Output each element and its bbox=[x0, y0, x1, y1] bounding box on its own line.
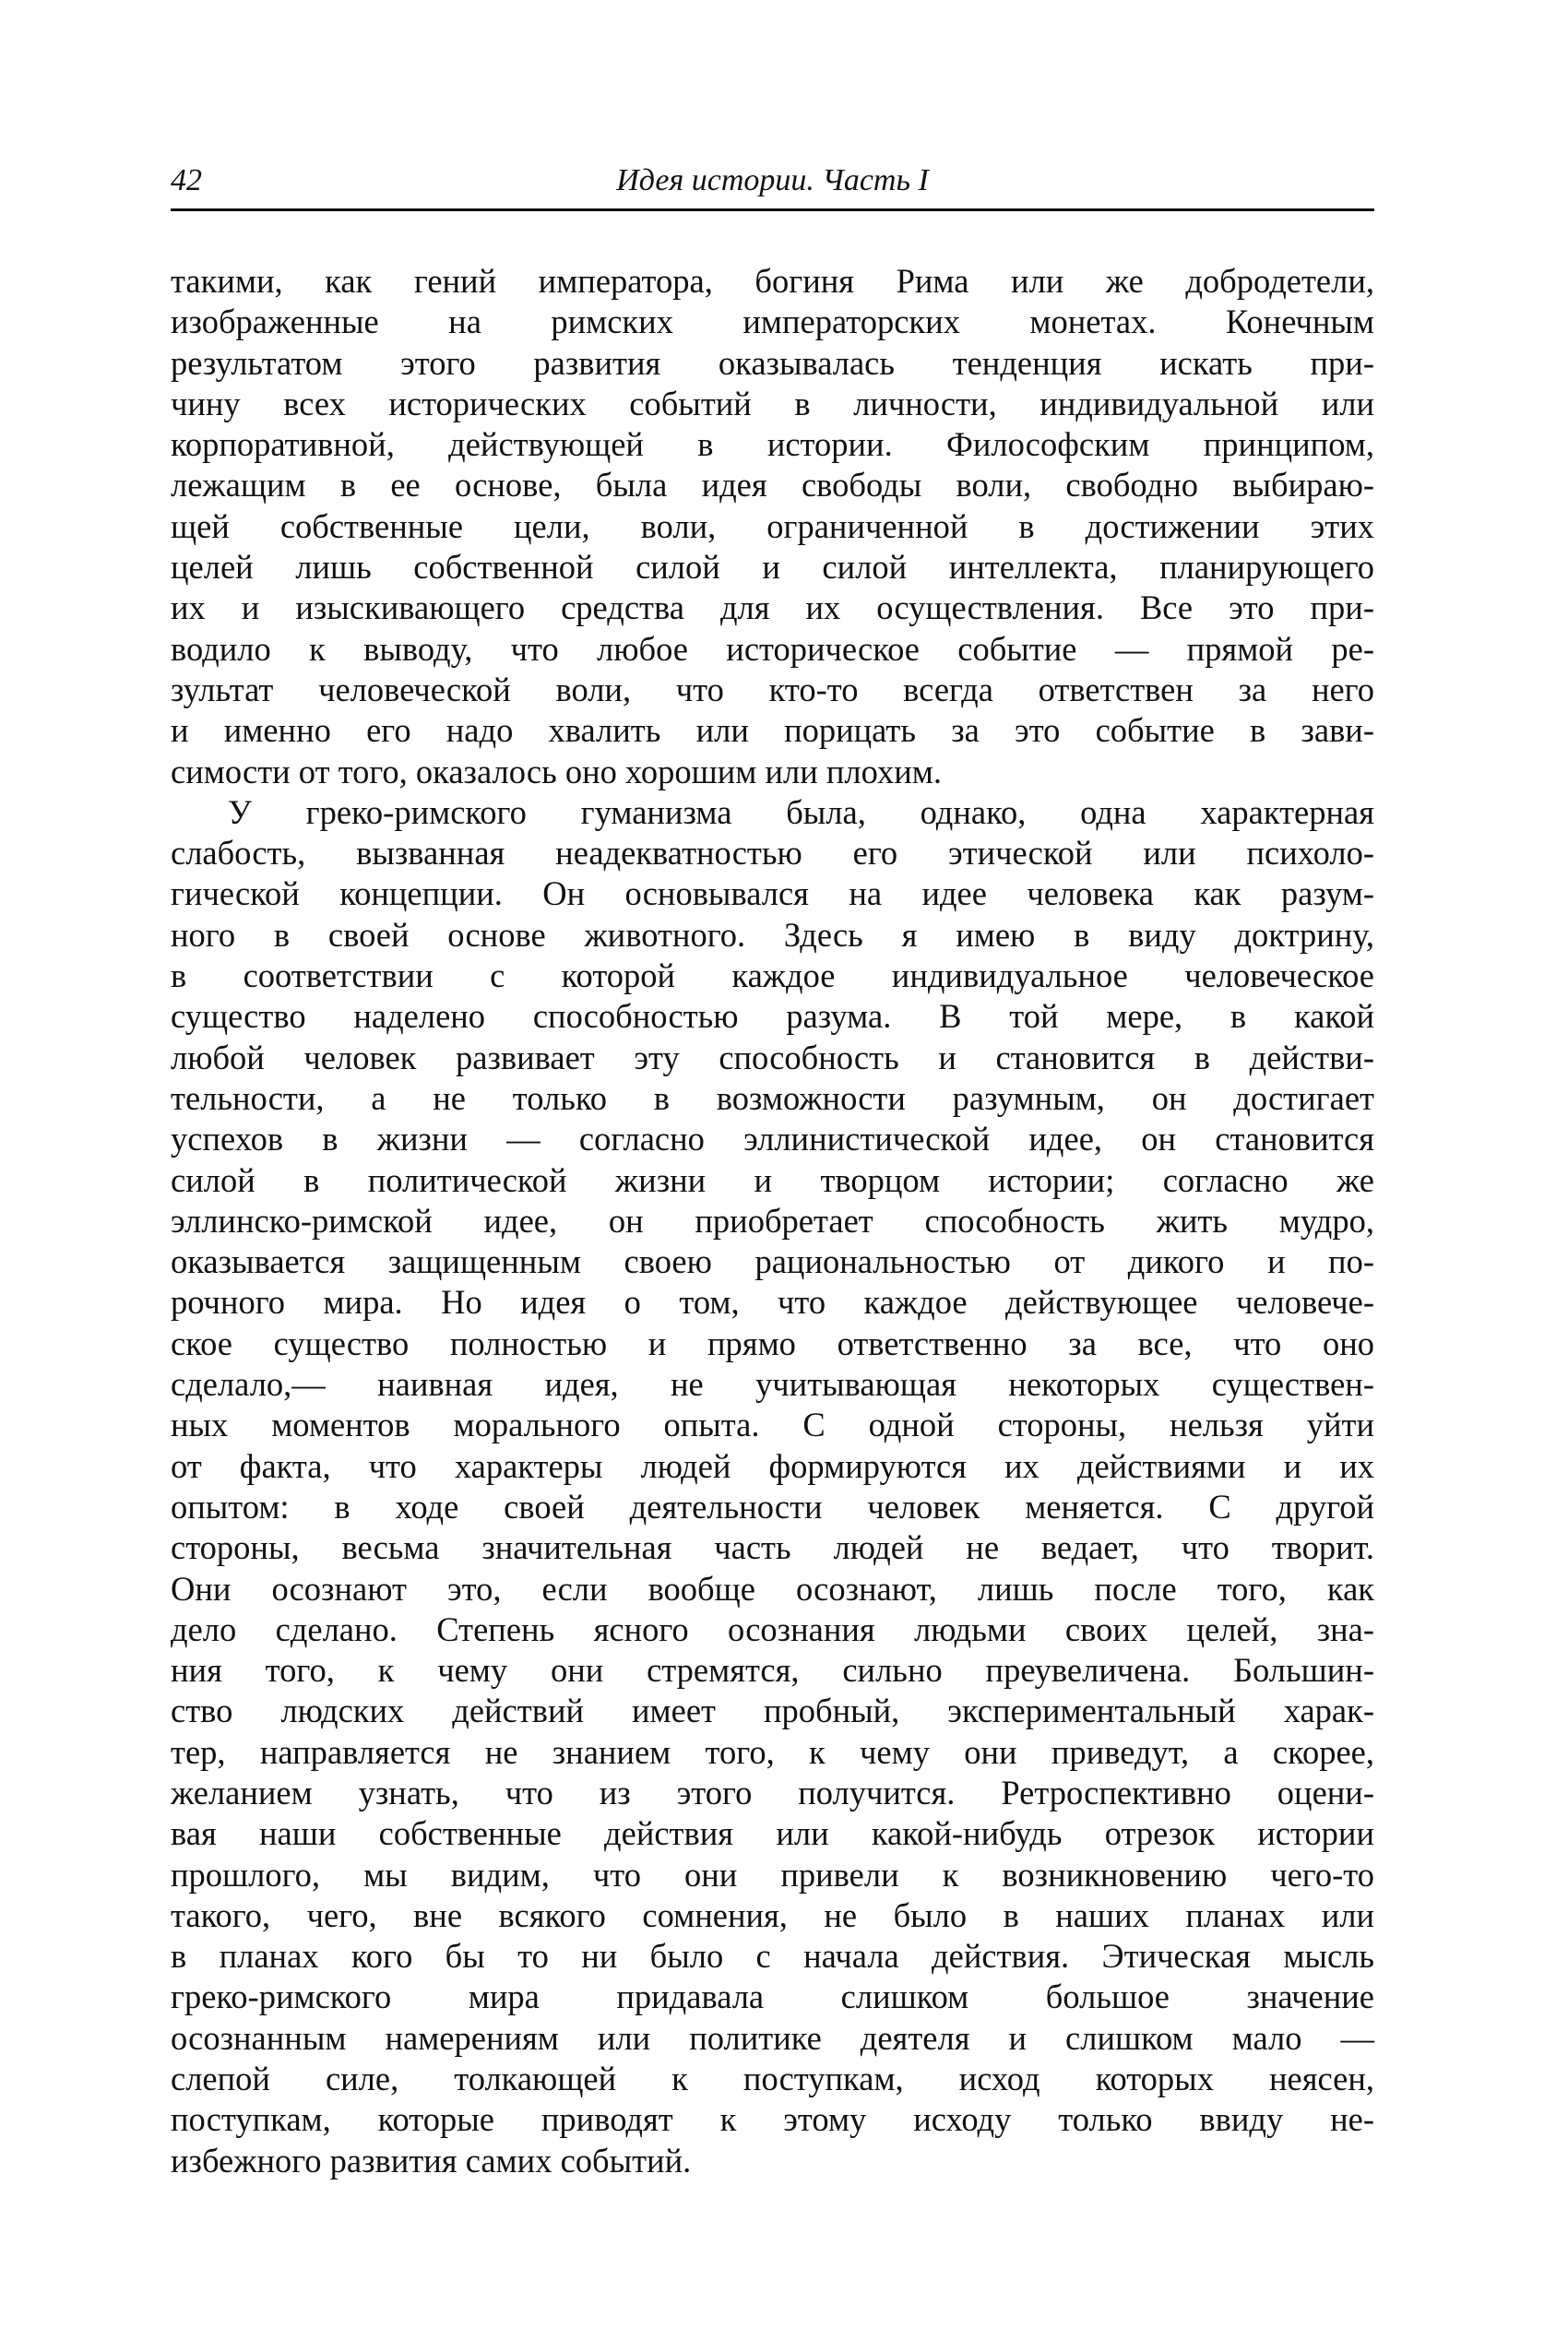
text-line: тельности, а не только в возможности разумным, он достигает bbox=[171, 1078, 1374, 1117]
text-line: щей собственные цели, воли, ограниченной в достижении этих bbox=[171, 506, 1374, 545]
text-line: любой человек развивает эту способность и становится в действи- bbox=[171, 1038, 1374, 1076]
text-line: водило к выводу, что любое историческое событие — прямой ре- bbox=[171, 629, 1374, 668]
text-line: вая наши собственные действия или какой-нибудь отрезок истории bbox=[171, 1814, 1374, 1853]
text-line: их и изыскивающего средства для их осуществления. Все это при- bbox=[171, 588, 1374, 627]
text-line: ское существо полностью и прямо ответственно за все, что оно bbox=[171, 1324, 1374, 1362]
paragraph bbox=[171, 261, 1374, 792]
text-line: ния того, к чему они стремятся, сильно преувеличена. Большин- bbox=[171, 1651, 1374, 1690]
text-line: чину всех исторических событий в личности, индивидуальной или bbox=[171, 384, 1374, 422]
text-line: успехов в жизни — согласно эллинистической идее, он становится bbox=[171, 1120, 1374, 1158]
paragraph bbox=[171, 792, 1374, 2181]
text-line: такого, чего, вне всякого сомнения, не было в наших планах или bbox=[171, 1895, 1374, 1934]
text-line: ного в своей основе животного. Здесь я имею в виду доктрину, bbox=[171, 915, 1374, 954]
text-line: зультат человеческой воли, что кто-то всегда ответствен за него bbox=[171, 670, 1374, 708]
text-line: ных моментов морального опыта. С одной стороны, нельзя уйти bbox=[171, 1406, 1374, 1444]
text-line: прошлого, мы видим, что они привели к возникновению чего-то bbox=[171, 1855, 1374, 1894]
running-title: Идея истории. Часть I bbox=[616, 163, 929, 197]
text-line: дело сделано. Степень ясного осознания людьми своих целей, зна- bbox=[171, 1610, 1374, 1648]
text-line: избежного развития самих событий. bbox=[171, 2141, 692, 2180]
text-line: Они осознают это, если вообще осознают, лишь после того, как bbox=[171, 1569, 1374, 1608]
text-line: поступкам, которые приводят к этому исходу только ввиду не- bbox=[171, 2100, 1374, 2139]
text-line: опытом: в ходе своей деятельности человек меняется. С другой bbox=[171, 1487, 1374, 1526]
text-line: от факта, что характеры людей формируются их действиями и их bbox=[171, 1446, 1374, 1485]
text-line: существо наделено способностью разума. В той мере, в какой bbox=[171, 997, 1374, 1036]
text-line: слепой силе, толкающей к поступкам, исход которых неясен, bbox=[171, 2060, 1374, 2098]
text-line: и именно его надо хвалить или порицать за это событие в зави- bbox=[171, 711, 1374, 750]
text-line: силой в политической жизни и творцом истории; согласно же bbox=[171, 1160, 1374, 1199]
body-text bbox=[171, 261, 1374, 2181]
text-line: рочного мира. Но идея о том, что каждое действующее человече- bbox=[171, 1283, 1374, 1322]
text-line: в планах кого бы то ни было с начала действия. Этическая мысль bbox=[171, 1937, 1374, 1976]
text-line: желанием узнать, что из этого получится. Ретроспективно оцени- bbox=[171, 1773, 1374, 1812]
text-line: корпоративной, действующей в истории. Философским принципом, bbox=[171, 425, 1374, 464]
running-head bbox=[171, 155, 1374, 207]
text-line: оказывается защищенным своею рациональностью от дикого и по- bbox=[171, 1242, 1374, 1281]
text-line: слабость, вызванная неадекватностью его этической или психоло- bbox=[171, 834, 1374, 873]
text-line: гической концепции. Он основывался на идее человека как разум- bbox=[171, 874, 1374, 913]
text-line: в соответствии с которой каждое индивидуальное человеческое bbox=[171, 956, 1374, 995]
text-line: осознанным намерениям или политике деятеля и слишком мало — bbox=[171, 2018, 1374, 2057]
text-line: лежащим в ее основе, была идея свободы воли, свободно выбираю- bbox=[171, 466, 1374, 505]
text-line: сделало,— наивная идея, не учитывающая некоторых существен- bbox=[171, 1365, 1374, 1404]
text-line: ство людских действий имеет пробный, экспериментальный харак- bbox=[171, 1692, 1374, 1730]
page-number: 42 bbox=[171, 163, 202, 197]
text-line: изображенные на римских императорских монетах. Конечным bbox=[171, 303, 1374, 341]
text-line: стороны, весьма значительная часть людей не ведает, что творит. bbox=[171, 1528, 1374, 1567]
header-rule bbox=[171, 208, 1374, 211]
text-line: такими, как гений императора, богиня Рима или же добродетели, bbox=[171, 262, 1374, 300]
text-line: тер, направляется не знанием того, к чему они приведут, а скорее, bbox=[171, 1732, 1374, 1771]
text-line: греко-римского мира придавала слишком большое значение bbox=[171, 1978, 1374, 2016]
text-line: симости от того, оказалось оно хорошим или плохим. bbox=[171, 752, 942, 790]
text-line: результатом этого развития оказывалась тенденция искать при- bbox=[171, 343, 1374, 382]
text-line: эллинско-римской идее, он приобретает способность жить мудро, bbox=[171, 1201, 1374, 1240]
text-line: У греко-римского гуманизма была, однако, одна характерная bbox=[228, 792, 1374, 831]
text-line: целей лишь собственной силой и силой интеллекта, планирующего bbox=[171, 548, 1374, 587]
